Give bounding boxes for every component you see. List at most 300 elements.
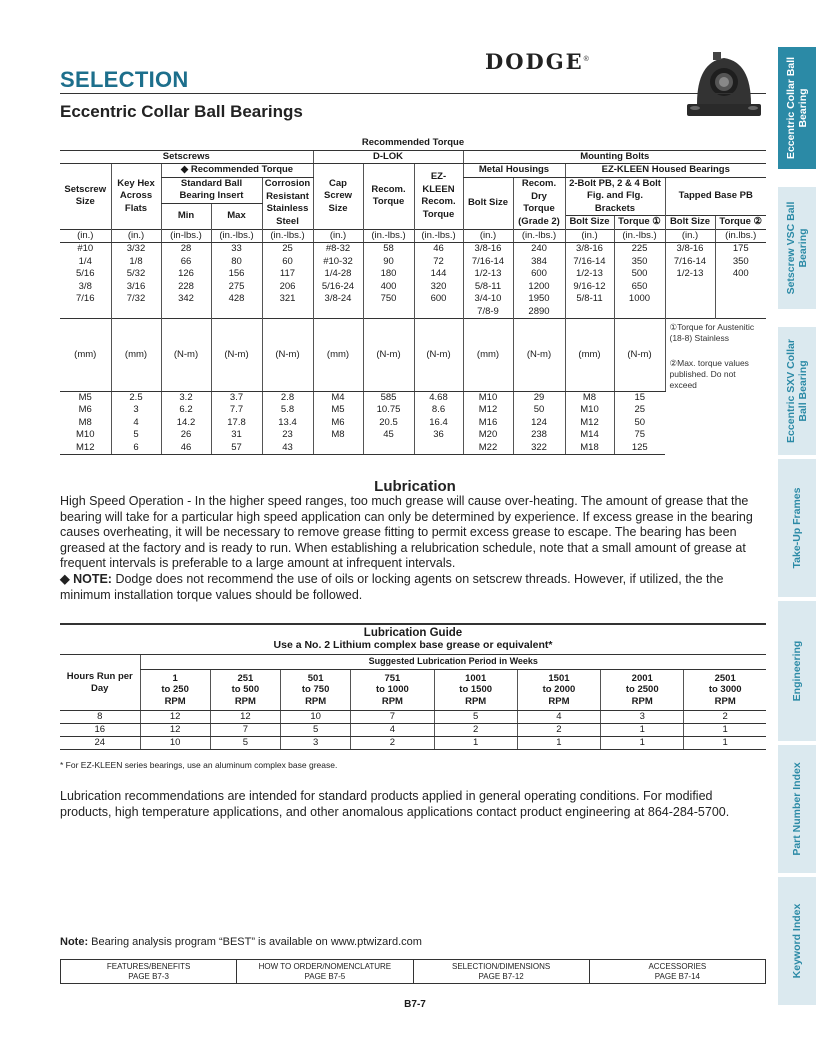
section-title: SELECTION: [60, 67, 189, 92]
table-cell: 10.75: [363, 404, 414, 417]
table-cell: 46: [414, 243, 463, 256]
unit-cell: (in.lbs.): [715, 229, 766, 243]
page-number: B7-7: [404, 999, 426, 1010]
header-setscrews: Setscrews: [60, 150, 313, 164]
table-cell: M10: [463, 391, 513, 404]
lube-column-header: [601, 669, 684, 711]
table-cell: 1/8: [111, 256, 161, 269]
lube-column-header-line: 1001: [465, 672, 487, 684]
table-cell: [715, 306, 766, 319]
tab-engineering[interactable]: Engineering: [778, 599, 816, 741]
table-cell: 3: [601, 711, 684, 724]
header-2bolt: 2-Bolt PB, 2 & 4 Bolt Fig. and Flg. Brackets: [565, 177, 665, 216]
lube-column-header-line: RPM: [234, 695, 256, 707]
unit-cell: (in.): [111, 229, 161, 243]
table-cell: 3/8-16: [565, 243, 614, 256]
table-cell: M6: [78, 404, 92, 415]
unit-cell: (in.-lbs.): [262, 229, 313, 243]
header-recommended-torque: Recommended Torque: [60, 137, 766, 150]
table-cell: 16.4: [414, 417, 463, 430]
header-torque-note2: Torque ②: [715, 216, 766, 230]
unit-cell: (in.): [60, 229, 111, 243]
table-cell: 7: [351, 711, 434, 724]
table-cell: M4: [313, 391, 363, 404]
header-ezkleen-recom: EZ-KLEEN Recom. Torque: [414, 164, 463, 230]
header-corrosion: Corrosion Resistant Stainless Steel: [262, 177, 313, 229]
table-cell: 3/8-24: [313, 293, 363, 306]
table-cell: #10: [77, 243, 94, 254]
table-row: [60, 404, 766, 417]
unit-cell: (in.): [565, 229, 614, 243]
table-cell: 228: [161, 281, 211, 294]
unit-cell: (mm): [463, 319, 513, 392]
lube-column-header-line: RPM: [381, 695, 403, 707]
table-cell: 33: [211, 243, 262, 256]
table-cell: 350: [715, 256, 766, 269]
table-cell: 90: [363, 256, 414, 269]
table-cell: 206: [262, 281, 313, 294]
torque-notes: [665, 319, 766, 392]
lube-column-header-line: RPM: [164, 695, 186, 707]
table-cell: 13.4: [262, 417, 313, 430]
table-row: [60, 724, 766, 737]
lube-column-header-line: 2501: [714, 672, 736, 684]
table-cell: M20: [463, 429, 513, 442]
table-cell: 5/16: [76, 268, 95, 279]
table-cell: [665, 293, 715, 306]
table-cell: 5: [210, 737, 280, 750]
table-cell: 16: [60, 724, 140, 737]
lube-column-header-line: RPM: [714, 695, 736, 707]
table-cell: 1: [684, 724, 766, 737]
table-cell: 5/8-11: [565, 293, 614, 306]
table-cell: 5: [111, 429, 161, 442]
table-cell: 1: [684, 737, 766, 750]
table-cell: [211, 306, 262, 319]
table-row: [60, 737, 766, 750]
table-cell: 428: [211, 293, 262, 306]
lube-column-header-line: RPM: [631, 695, 653, 707]
nav-selection-dimensions[interactable]: SELECTION/DIMENSIONS PAGE B7-12: [413, 960, 589, 983]
table-cell: 4: [351, 724, 434, 737]
table-cell: 2.8: [262, 391, 313, 404]
table-cell: 2: [434, 724, 517, 737]
table-cell: M5: [313, 404, 363, 417]
lube-column-header: [434, 669, 517, 711]
table-cell: [262, 306, 313, 319]
unit-cell: (N-m): [211, 319, 262, 392]
table-cell: 7.7: [211, 404, 262, 417]
table-cell: 15: [614, 391, 665, 404]
unit-cell: (in.-lbs.): [513, 229, 565, 243]
table-cell: 7/16-14: [565, 256, 614, 269]
table-cell: 28: [161, 243, 211, 256]
lube-column-header-line: RPM: [548, 695, 570, 707]
table-cell: 1: [434, 737, 517, 750]
lube-column-header-line: 251: [237, 672, 254, 684]
lube-column-header-line: 1: [172, 672, 178, 684]
header-rec-torque-diamond: ◆ Recommended Torque: [161, 164, 313, 178]
header-bolt-size-2bolt: Bolt Size: [565, 216, 614, 230]
table-cell: 12: [140, 724, 210, 737]
table-cell: 3/8-16: [463, 243, 513, 256]
table-cell: 126: [161, 268, 211, 281]
lube-column-header-line: to 2500: [625, 684, 659, 695]
table-cell: M14: [565, 429, 614, 442]
table-cell: 12: [140, 711, 210, 724]
table-cell: 124: [513, 417, 565, 430]
table-cell: 58: [363, 243, 414, 256]
header-lube-period: Suggested Lubrication Period in Weeks: [140, 655, 766, 670]
lube-column-header: [684, 669, 766, 711]
lube-guide-footnote: * For EZ-KLEEN series bearings, use an aluminum complex base grease.: [60, 760, 338, 770]
lube-guide-title: Lubrication Guide: [60, 624, 766, 640]
table-cell: [665, 306, 715, 319]
bottom-note-label: Note:: [60, 936, 89, 948]
table-cell: 384: [513, 256, 565, 269]
lube-column-header: [517, 669, 600, 711]
table-cell: [614, 306, 665, 319]
table-cell: 25: [262, 243, 313, 256]
unit-cell: (in.): [463, 229, 513, 243]
table-cell: M5: [78, 391, 92, 403]
table-cell: 1: [601, 724, 684, 737]
table-cell: 7/16: [76, 293, 95, 304]
table-cell: 3/16: [111, 281, 161, 294]
recommendation-paragraph: Lubrication recommendations are intended for standard products applied in general operating conditions. For modified products, high temperature applications, and other anomalous applications contact product engineering at 864-284-5700.: [60, 789, 730, 819]
table-cell: 322: [513, 442, 565, 455]
unit-cell: (N-m): [513, 319, 565, 392]
nav-accessories[interactable]: ACCESSORIES PAGE B7-14: [589, 960, 765, 983]
table-cell: 3: [281, 737, 351, 750]
table-cell: [565, 306, 614, 319]
table-row: [60, 711, 766, 724]
unit-cell: (N-m): [614, 319, 665, 392]
table-cell: 5: [434, 711, 517, 724]
unit-cell: (in.): [313, 229, 363, 243]
logo-registered-mark: ®: [583, 56, 591, 63]
table-cell: 2890: [513, 306, 565, 319]
table-cell: 650: [614, 281, 665, 294]
table-cell: 1/2-13: [463, 268, 513, 281]
table-cell: 5/8-11: [463, 281, 513, 294]
table-cell: [715, 281, 766, 294]
unit-cell: (N-m): [363, 319, 414, 392]
lube-column-header: [140, 669, 210, 711]
table-cell: 50: [614, 417, 665, 430]
table-cell: 45: [363, 429, 414, 442]
units-row-inch: [60, 229, 766, 243]
table-cell: 156: [211, 268, 262, 281]
table-cell: 10: [281, 711, 351, 724]
table-cell: 3/8: [78, 280, 92, 292]
lube-column-header-line: to 500: [231, 684, 260, 695]
header-max: Max: [211, 203, 262, 229]
table-row: [60, 417, 766, 430]
header-torque-note1: Torque ①: [614, 216, 665, 230]
table-cell: 1/2-13: [565, 268, 614, 281]
unit-cell: (in.-lbs.): [414, 229, 463, 243]
lube-guide-subtitle: Use a No. 2 Lithium complex base grease or equivalent*: [60, 640, 766, 655]
table-cell: 1: [517, 737, 600, 750]
header-bolt-size: Bolt Size: [463, 177, 513, 229]
header-tapped: Tapped Base PB: [665, 177, 766, 216]
table-row: [60, 391, 766, 404]
lube-column-header-line: to 3000: [708, 684, 742, 695]
table-cell: 66: [161, 256, 211, 269]
table-cell: 7/16-14: [665, 256, 715, 269]
lube-column-header-line: to 1000: [376, 684, 409, 695]
table-cell: M10: [76, 429, 95, 440]
table-row: [60, 256, 766, 269]
tab-part-number-index[interactable]: Part Number Index: [778, 743, 816, 873]
table-cell: 80: [211, 256, 262, 269]
table-cell: 117: [262, 268, 313, 281]
header-recom-torque: Recom. Torque: [363, 164, 414, 230]
table-cell: 23: [262, 429, 313, 442]
table-cell: M18: [565, 442, 614, 455]
unit-cell: (in.-lbs.): [614, 229, 665, 243]
table-cell: [111, 306, 161, 319]
page-nav-links: [60, 959, 766, 984]
table-cell: 3.2: [161, 391, 211, 404]
header-dlok: D-LOK: [313, 150, 463, 164]
table-cell: 5/16-24: [313, 281, 363, 294]
table-cell: 600: [513, 268, 565, 281]
header-min: Min: [161, 203, 211, 229]
table-cell: M8: [78, 416, 92, 428]
table-cell: 75: [614, 429, 665, 442]
table-cell: M12: [463, 404, 513, 417]
table-cell: 7/32: [111, 293, 161, 306]
tab-setscrew-vsc[interactable]: Setscrew VSC Ball Bearing: [778, 185, 816, 309]
header-cap-screw: Cap Screw Size: [313, 164, 363, 230]
table-cell: 350: [614, 256, 665, 269]
table-cell: 400: [715, 268, 766, 281]
table-cell: 600: [414, 293, 463, 306]
table-cell: [60, 306, 111, 319]
lubrication-note: [60, 572, 766, 603]
table-cell: M12: [60, 442, 111, 455]
table-cell: 7/16-14: [463, 256, 513, 269]
table-cell: 5/32: [111, 268, 161, 281]
table-cell: 3.7: [211, 391, 262, 404]
tab-take-up-frames[interactable]: Take-Up Frames: [778, 457, 816, 597]
table-cell: [363, 306, 414, 319]
table-cell: [313, 442, 363, 455]
table-cell: 225: [614, 243, 665, 256]
table-cell: 14.2: [161, 417, 211, 430]
lube-column-header-line: to 250: [161, 684, 189, 695]
table-cell: 8.6: [414, 404, 463, 417]
bottom-note: [60, 936, 422, 948]
table-cell: 24: [60, 737, 140, 750]
lube-column-header-line: RPM: [465, 695, 487, 707]
table-cell: [313, 306, 363, 319]
table-cell: M8: [565, 391, 614, 404]
lubrication-title: Lubrication: [374, 478, 456, 495]
table-cell: 585: [363, 391, 414, 404]
table-cell: 57: [211, 442, 262, 455]
note-label: ◆ NOTE:: [60, 572, 112, 586]
table-cell: 31: [211, 429, 262, 442]
table-cell: M6: [313, 417, 363, 430]
table-cell: 3/4-10: [463, 293, 513, 306]
lube-column-header: [210, 669, 280, 711]
units-row-metric: [60, 319, 766, 392]
lube-column-header-line: to 750: [301, 684, 330, 695]
header-hours-run: Hours Run per Day: [60, 655, 140, 711]
lubrication-paragraph: High Speed Operation - In the higher speed ranges, too much grease will cause over-heating. The amount of grease that the bearing will take for a particular high speed application can only be determined by experience. If excess grease in the bearing causes overheating, it will be necessary to remove grease fitting to permit excess grease to escape. The bearing has been greased at the factory and is ready to run. When establishing a relubrication schedule, note that a small amount of grease at frequent intervals is preferable to a large amount at infrequent intervals.: [60, 494, 753, 570]
table-cell: 2: [684, 711, 766, 724]
table-cell: 2.5: [111, 391, 161, 404]
table-cell: M16: [463, 417, 513, 430]
table-cell: 29: [513, 391, 565, 404]
lube-column-header: [351, 669, 434, 711]
header-bolt-size-tapped: Bolt Size: [665, 216, 715, 230]
table-cell: #10-32: [313, 256, 363, 269]
table-cell: 6.2: [161, 404, 211, 417]
table-cell: 2: [517, 724, 600, 737]
table-cell: 26: [161, 429, 211, 442]
nav-features-benefits[interactable]: FEATURES/BENEFITS PAGE B7-3: [106, 962, 191, 981]
torque-note-2: ②Max. torque values published. Do not exceed: [669, 358, 749, 390]
table-cell: [414, 306, 463, 319]
table-cell: 125: [614, 442, 665, 455]
table-cell: [665, 281, 715, 294]
table-cell: M10: [565, 404, 614, 417]
table-cell: 240: [513, 243, 565, 256]
table-cell: 4: [517, 711, 600, 724]
lube-column-header-line: 501: [307, 672, 324, 684]
table-cell: 3/8-16: [665, 243, 715, 256]
tab-eccentric-collar[interactable]: Eccentric Collar Ball Bearing: [778, 45, 816, 169]
table-cell: 9/16-12: [565, 281, 614, 294]
table-cell: 500: [614, 268, 665, 281]
unit-cell: (N-m): [161, 319, 211, 392]
table-row: [60, 442, 766, 455]
lube-column-header-line: 751: [384, 672, 401, 684]
table-cell: #8-32: [313, 243, 363, 256]
table-cell: 12: [210, 711, 280, 724]
table-row: [60, 293, 766, 306]
table-cell: 72: [414, 256, 463, 269]
table-cell: 1/4: [78, 255, 92, 267]
unit-cell: (mm): [111, 319, 161, 392]
table-cell: 60: [262, 256, 313, 269]
lubrication-guide-table: [60, 623, 766, 750]
table-cell: M8: [313, 429, 363, 442]
recommended-torque-table: [60, 137, 766, 455]
table-cell: 180: [363, 268, 414, 281]
table-cell: 321: [262, 293, 313, 306]
table-cell: [414, 442, 463, 455]
table-row: [60, 268, 766, 281]
table-cell: 2: [351, 737, 434, 750]
table-row: [60, 306, 766, 319]
header-metal-housings: Metal Housings: [463, 164, 565, 178]
unit-cell: (mm): [313, 319, 363, 392]
header-std-insert: Standard Ball Bearing Insert: [161, 177, 262, 203]
pillow-block-bearing-image: [683, 44, 765, 122]
tab-keyword-index[interactable]: Keyword Index: [778, 875, 816, 1005]
page-subtitle: Eccentric Collar Ball Bearings: [60, 102, 303, 121]
lube-column-header-line: 1501: [548, 672, 570, 684]
table-row: [60, 429, 766, 442]
table-row: [60, 243, 766, 256]
table-cell: 43: [262, 442, 313, 455]
table-cell: [363, 442, 414, 455]
table-cell: 238: [513, 429, 565, 442]
lube-column-header-line: 2001: [631, 672, 653, 684]
table-cell: 5: [281, 724, 351, 737]
table-cell: 4: [111, 417, 161, 430]
unit-cell: (in-lbs.): [161, 229, 211, 243]
table-cell: 1/4-28: [313, 268, 363, 281]
header-mounting-bolts: Mounting Bolts: [463, 150, 766, 164]
table-cell: 144: [414, 268, 463, 281]
table-cell: 36: [414, 429, 463, 442]
table-cell: 46: [161, 442, 211, 455]
table-cell: 342: [161, 293, 211, 306]
nav-how-to-order[interactable]: HOW TO ORDER/NOMENCLATURE PAGE B7-5: [236, 960, 412, 983]
lube-column-headers: [60, 669, 766, 711]
table-cell: 1/2-13: [665, 268, 715, 281]
table-cell: [715, 293, 766, 306]
lube-column-header-line: to 1500: [459, 684, 493, 695]
table-cell: 5.8: [262, 404, 313, 417]
table-cell: 750: [363, 293, 414, 306]
table-cell: 1200: [513, 281, 565, 294]
table-cell: 10: [140, 737, 210, 750]
table-cell: 25: [614, 404, 665, 417]
unit-cell: (mm): [565, 319, 614, 392]
note-text: Dodge does not recommend the use of oils or locking agents on setscrew threads. However, if utilized, the the minimum installation torque values should be followed.: [60, 572, 724, 602]
table-cell: 1: [601, 737, 684, 750]
table-cell: 4.68: [414, 391, 463, 404]
torque-note-1: ①Torque for Austenitic (18-8) Stainless: [669, 322, 755, 343]
table-cell: 175: [715, 243, 766, 256]
header-setscrew-size: Setscrew Size: [64, 183, 107, 208]
lube-column-header: [281, 669, 351, 711]
table-cell: M12: [565, 417, 614, 430]
unit-cell: (N-m): [414, 319, 463, 392]
table-cell: 1000: [614, 293, 665, 306]
table-cell: 320: [414, 281, 463, 294]
table-cell: 50: [513, 404, 565, 417]
table-cell: 275: [211, 281, 262, 294]
unit-cell: (in.-lbs.): [363, 229, 414, 243]
table-cell: 7/8-9: [463, 306, 513, 319]
dodge-logo: [485, 49, 591, 74]
table-cell: [161, 306, 211, 319]
header-rule: [60, 93, 766, 94]
header-recom-dry: Recom. Dry Torque (Grade 2): [513, 177, 565, 229]
table-cell: 3: [111, 404, 161, 417]
tab-eccentric-sxv[interactable]: Eccentric SXV Collar Ball Bearing: [778, 325, 816, 455]
table-cell: 8: [60, 711, 140, 724]
lube-column-header-line: RPM: [305, 695, 327, 707]
logo-text: DODGE: [485, 49, 584, 74]
table-cell: 7: [210, 724, 280, 737]
table-cell: 6: [111, 442, 161, 455]
table-cell: 1950: [513, 293, 565, 306]
table-cell: 20.5: [363, 417, 414, 430]
unit-cell: (N-m): [262, 319, 313, 392]
unit-cell: (mm): [60, 319, 111, 392]
header-ezkleen-housed: EZ-KLEEN Housed Bearings: [565, 164, 766, 178]
unit-cell: (in.-lbs.): [211, 229, 262, 243]
